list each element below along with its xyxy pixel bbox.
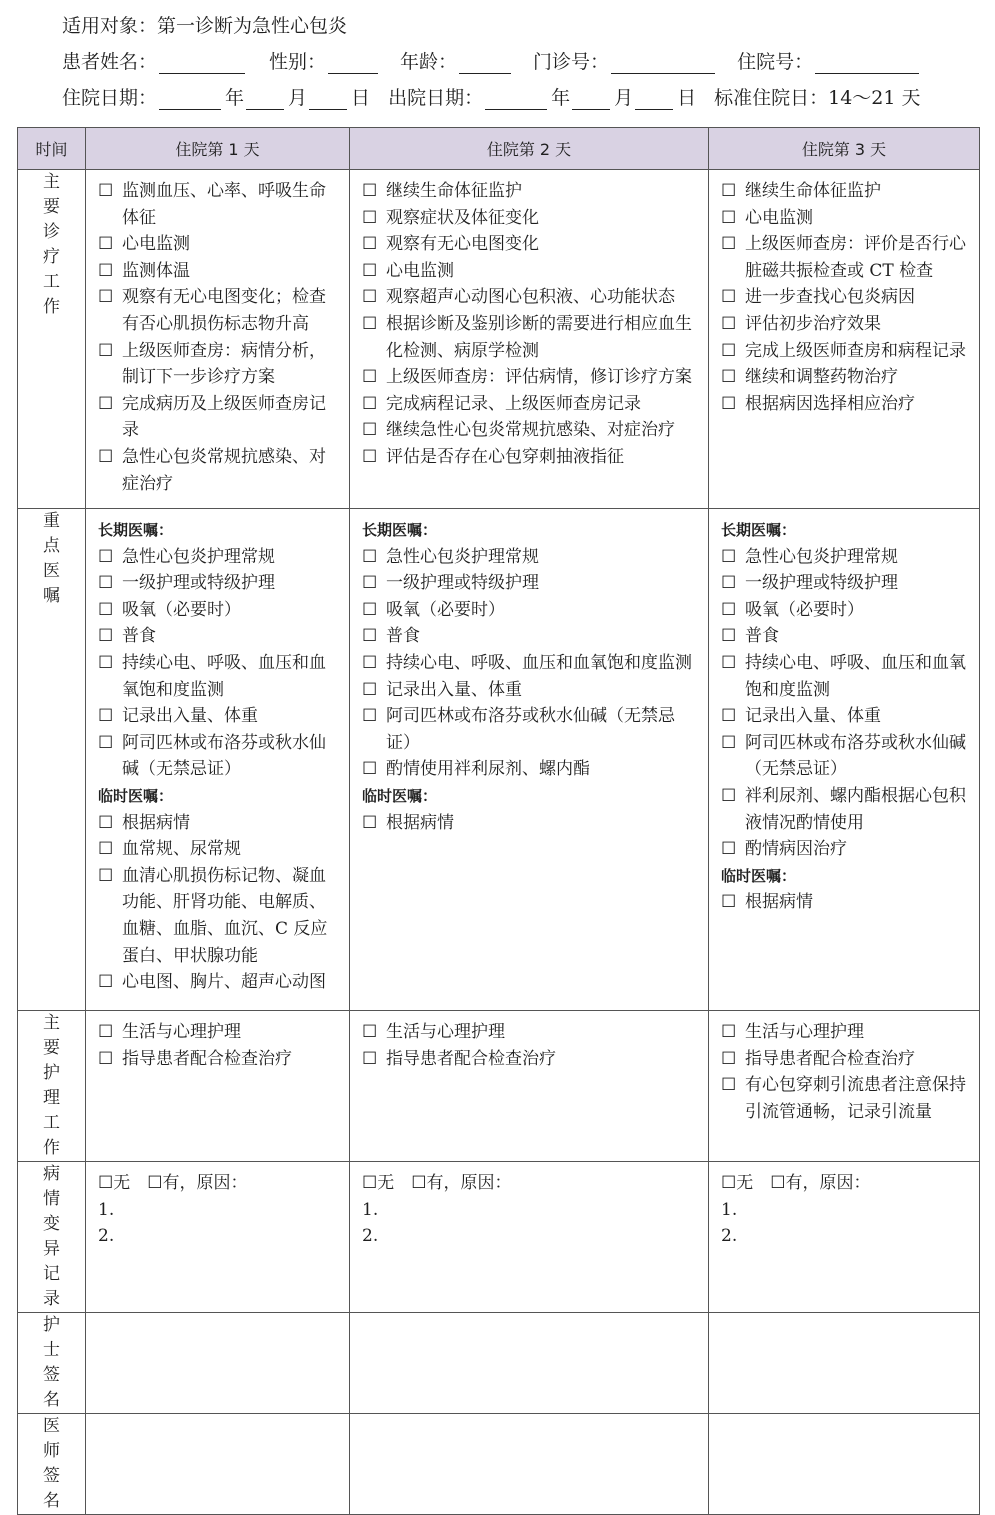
gender-field[interactable]: [328, 51, 378, 74]
checklist-item: [721, 623, 969, 650]
cell-key-orders-day-3: [709, 509, 980, 1011]
col-header-time: 时间: [18, 128, 86, 170]
checklist-item: [98, 650, 339, 703]
checkbox-icon[interactable]: ☐: [721, 785, 737, 806]
checkbox-icon[interactable]: ☐: [98, 181, 114, 201]
gender-label: 性别：: [269, 51, 327, 73]
checklist-item-text: 生活与心理护理: [745, 1022, 864, 1042]
checklist-item-text: 指导患者配合检查治疗: [386, 1048, 556, 1069]
discharge-month-field[interactable]: [572, 87, 610, 110]
checkbox-icon[interactable]: ☐: [721, 393, 737, 414]
admit-year-field[interactable]: [159, 87, 221, 110]
checklist-item-text: 继续急性心包炎常规抗感染、对症治疗: [386, 420, 675, 441]
checklist-item-text: 记录出入量、体重: [386, 679, 522, 700]
checkbox-icon[interactable]: ☐: [721, 652, 737, 673]
patient-name-field[interactable]: [159, 51, 245, 74]
checkbox-icon[interactable]: ☐: [362, 1048, 378, 1069]
checklist-item-text: 进一步查找心包炎病因: [745, 287, 915, 308]
discharge-month-unit: 月: [614, 87, 634, 109]
row-label-key-orders: [18, 509, 86, 1011]
checkbox-icon[interactable]: ☐: [362, 652, 378, 673]
checklist-item-text: 生活与心理护理: [122, 1022, 241, 1042]
checkbox-icon[interactable]: ☐: [721, 892, 737, 913]
checkbox-icon[interactable]: ☐: [362, 626, 378, 647]
checklist-item: [362, 417, 698, 444]
checklist-item: [362, 391, 698, 418]
checklist-item-text: 记录出入量、体重: [122, 706, 258, 727]
checkbox-icon[interactable]: ☐: [362, 393, 378, 414]
checklist-item: [98, 338, 339, 391]
checklist-item: [721, 836, 969, 863]
checklist-item: [362, 650, 698, 677]
checklist-item-text: 指导患者配合检查治疗: [122, 1048, 292, 1069]
checklist-item: [721, 544, 969, 571]
checkbox-icon[interactable]: ☐: [721, 1075, 737, 1096]
checklist-item-text: 持续心电、呼吸、血压和血氧饱和度监测: [386, 652, 692, 673]
variance-choice[interactable]: ☐无 ☐有，原因：: [721, 1173, 871, 1193]
checklist-item: [721, 1019, 969, 1046]
table-body: [18, 170, 980, 1515]
checklist-item: [98, 1046, 339, 1073]
table-row-nurse-signature: [18, 1313, 980, 1414]
cell-doctor-signature-day-3[interactable]: [709, 1414, 980, 1515]
variance-choice[interactable]: ☐无 ☐有，原因：: [98, 1173, 248, 1193]
checkbox-icon[interactable]: ☐: [362, 234, 378, 255]
checkbox-icon[interactable]: ☐: [721, 313, 737, 334]
checklist-item: [362, 364, 698, 391]
checkbox-icon[interactable]: ☐: [98, 1022, 114, 1042]
order-section-title: 临时医嘱：: [362, 786, 438, 805]
table-row-variance-record: [18, 1162, 980, 1313]
checklist-item: [362, 205, 698, 232]
checklist-item-text: 生活与心理护理: [386, 1022, 505, 1042]
cell-key-orders-day-1: [86, 509, 350, 1011]
checklist-item: [362, 810, 698, 837]
checkbox-icon[interactable]: ☐: [98, 287, 114, 308]
checklist-item: [362, 178, 698, 205]
cell-key-orders-day-2: [350, 509, 709, 1011]
form-header: [62, 8, 982, 116]
outpatient-no-label: 门诊号：: [533, 51, 610, 73]
cell-nursing-work-day-3: [709, 1011, 980, 1162]
checklist-item: [98, 810, 339, 837]
cell-nurse-signature-day-2[interactable]: [350, 1313, 709, 1414]
checklist-item-text: 心电监测: [386, 260, 454, 281]
checklist-item: [98, 969, 339, 996]
checklist-item: [721, 178, 969, 205]
checklist-item: [98, 1019, 339, 1046]
checklist-item-text: 普食: [386, 626, 420, 647]
checklist-item-text: 袢利尿剂、螺内酯根据心包积液情况酌情使用: [745, 785, 966, 833]
checklist-item-text: 监测血压、心率、呼吸生命体征: [122, 181, 326, 228]
checkbox-icon[interactable]: ☐: [98, 1048, 114, 1069]
table-row-key-orders: [18, 509, 980, 1011]
checkbox-icon[interactable]: ☐: [721, 599, 737, 620]
header-patient-line: [62, 44, 982, 80]
checklist-item-text: 急性心包炎护理常规: [122, 546, 275, 567]
standard-stay: 标准住院日：14～21 天: [714, 87, 921, 109]
checklist-item-text: 吸氧（必要时）: [386, 599, 505, 620]
checklist-item-text: 持续心电、呼吸、血压和血氧饱和度监测: [745, 652, 966, 700]
checklist-item-text: 心电监测: [122, 234, 190, 255]
checklist-item-text: 根据病情: [745, 892, 813, 913]
cell-nursing-work-day-2: [350, 1011, 709, 1162]
admit-date-label: 住院日期：: [62, 87, 158, 109]
col-header-day-1: 住院第 1 天: [86, 128, 350, 170]
checkbox-icon[interactable]: ☐: [721, 839, 737, 860]
checklist-item-text: 记录出入量、体重: [745, 706, 881, 727]
cell-variance-record-day-1: [86, 1162, 350, 1313]
checklist-item-text: 持续心电、呼吸、血压和血氧饱和度监测: [122, 652, 326, 700]
checklist-item-text: 阿司匹林或布洛芬或秋水仙碱（无禁忌证）: [122, 732, 326, 780]
variance-reason-line[interactable]: 2.: [362, 1226, 379, 1247]
checklist-item-text: 阿司匹林或布洛芬或秋水仙碱（无禁忌证）: [386, 706, 675, 753]
checkbox-icon[interactable]: ☐: [362, 706, 378, 727]
checklist-item-text: 吸氧（必要时）: [122, 599, 241, 620]
checkbox-icon[interactable]: ☐: [721, 340, 737, 361]
checkbox-icon[interactable]: ☐: [721, 573, 737, 594]
checkbox-icon[interactable]: ☐: [721, 207, 737, 228]
cell-nurse-signature-day-1[interactable]: [86, 1313, 350, 1414]
checklist-item: [362, 570, 698, 597]
checklist-item: [98, 836, 339, 863]
checklist-item: [98, 544, 339, 571]
checklist-item: [721, 570, 969, 597]
checkbox-icon[interactable]: ☐: [721, 181, 737, 201]
checklist-item-text: 监测体温: [122, 260, 190, 281]
checkbox-icon[interactable]: ☐: [362, 287, 378, 308]
checklist-item-text: 观察症状及体征变化: [386, 207, 539, 228]
inpatient-no-label: 住院号：: [737, 51, 814, 73]
discharge-year-field[interactable]: [485, 87, 547, 110]
order-section-title: 长期医嘱：: [362, 521, 438, 539]
checklist-item: [362, 1046, 698, 1073]
outpatient-no-field[interactable]: [611, 51, 715, 74]
cell-nursing-work-day-1: [86, 1011, 350, 1162]
checklist-item: [98, 597, 339, 624]
checkbox-icon[interactable]: ☐: [98, 626, 114, 647]
checklist-item: [721, 231, 969, 284]
checklist-item-text: 急性心包炎护理常规: [386, 546, 539, 567]
checkbox-icon[interactable]: ☐: [98, 546, 114, 567]
table-row-doctor-signature: [18, 1414, 980, 1515]
checkbox-icon[interactable]: ☐: [721, 367, 737, 388]
checklist-item-text: 评估是否存在心包穿刺抽液指征: [386, 446, 624, 467]
checklist-item-text: 心电监测: [745, 207, 813, 228]
row-label-text: 主要护理工作: [43, 1013, 60, 1158]
checklist-item: [362, 284, 698, 311]
checkbox-icon[interactable]: ☐: [98, 865, 114, 886]
discharge-day-unit: 日: [677, 87, 697, 109]
col-header-day-3: 住院第 3 天: [709, 128, 980, 170]
checklist-item-text: 完成上级医师查房和病程记录: [745, 340, 966, 361]
checkbox-icon[interactable]: ☐: [362, 181, 378, 201]
checkbox-icon[interactable]: ☐: [362, 1022, 378, 1042]
checklist-item: [362, 703, 698, 756]
checkbox-icon[interactable]: ☐: [362, 546, 378, 567]
checklist-item-text: 一级护理或特级护理: [386, 573, 539, 594]
checklist-item: [362, 311, 698, 364]
checklist-item: [362, 597, 698, 624]
checkbox-icon[interactable]: ☐: [721, 234, 737, 255]
checklist-item: [721, 338, 969, 365]
checklist-item: [362, 258, 698, 285]
checkbox-icon[interactable]: ☐: [721, 1022, 737, 1042]
checklist-item-text: 血清心肌损伤标记物、凝血功能、肝肾功能、电解质、血糖、血脂、血沉、C 反应蛋白、甲状腺功能: [122, 865, 328, 966]
checklist-item-text: 上级医师查房：评价是否行心脏磁共振检查或 CT 检查: [745, 234, 966, 281]
applicable-target: 适用对象：第一诊断为急性心包炎: [62, 15, 348, 37]
checklist-item: [98, 570, 339, 597]
checklist-item-text: 一级护理或特级护理: [122, 573, 275, 594]
order-section-title: 临时医嘱：: [98, 786, 174, 805]
checklist-item-text: 有心包穿刺引流患者注意保持引流管通畅，记录引流量: [745, 1075, 966, 1122]
checkbox-icon[interactable]: ☐: [98, 652, 114, 673]
checklist-item-text: 心电图、胸片、超声心动图: [122, 972, 326, 993]
checkbox-icon[interactable]: ☐: [98, 972, 114, 993]
discharge-date-label: 出院日期：: [388, 87, 484, 109]
variance-choice[interactable]: ☐无 ☐有，原因：: [362, 1173, 512, 1193]
row-label-text: 护士签名: [43, 1315, 60, 1410]
checklist-item: [721, 284, 969, 311]
checklist-item-text: 上级医师查房：评估病情，修订诊疗方案: [386, 367, 692, 388]
checklist-item: [98, 178, 339, 231]
table-row-nursing-work: [18, 1011, 980, 1162]
admit-month-unit: 月: [288, 87, 308, 109]
checklist-item: [98, 231, 339, 258]
checklist-item-text: 根据诊断及鉴别诊断的需要进行相应血生化检测、病原学检测: [386, 313, 692, 361]
row-label-text: 医师签名: [43, 1416, 60, 1511]
checklist-item: [721, 364, 969, 391]
checkbox-icon[interactable]: ☐: [362, 367, 378, 388]
order-section-title: 长期医嘱：: [721, 521, 797, 539]
inpatient-no-field[interactable]: [815, 51, 919, 74]
checkbox-icon[interactable]: ☐: [362, 446, 378, 467]
cell-nurse-signature-day-3[interactable]: [709, 1313, 980, 1414]
checklist-item: [721, 1072, 969, 1125]
checkbox-icon[interactable]: ☐: [98, 706, 114, 727]
row-label-text: 病情变异记录: [43, 1164, 60, 1309]
row-label-doctor-signature: [18, 1414, 86, 1515]
header-target-line: [62, 8, 982, 44]
checkbox-icon[interactable]: ☐: [721, 732, 737, 753]
variance-reason-line[interactable]: 1.: [362, 1199, 379, 1220]
checklist-item: [98, 284, 339, 337]
checklist-item: [721, 730, 969, 783]
cell-diagnosis-work-day-3: [709, 170, 980, 509]
table-header-row: [18, 128, 980, 170]
checklist-item: [721, 889, 969, 916]
checkbox-icon[interactable]: ☐: [362, 207, 378, 228]
checklist-item: [721, 650, 969, 703]
clinical-pathway-table: [17, 127, 980, 1515]
checklist-item-text: 酌情病因治疗: [745, 839, 847, 860]
checklist-item: [721, 311, 969, 338]
checklist-item: [362, 1019, 698, 1046]
checkbox-icon[interactable]: ☐: [98, 812, 114, 833]
checklist-item: [98, 623, 339, 650]
checklist-item-text: 继续生命体征监护: [745, 181, 881, 201]
checklist-item-text: 观察有无心电图变化；检查有否心肌损伤标志物升高: [122, 287, 326, 334]
checklist-item-text: 普食: [745, 626, 779, 647]
order-section-title: 长期医嘱：: [98, 521, 174, 539]
cell-doctor-signature-day-2[interactable]: [350, 1414, 709, 1515]
checklist-item-text: 完成病程记录、上级医师查房记录: [386, 393, 641, 414]
checklist-item: [362, 677, 698, 704]
discharge-day-field[interactable]: [635, 87, 673, 110]
admit-day-unit: 日: [351, 87, 371, 109]
checklist-item: [721, 783, 969, 836]
row-label-variance-record: [18, 1162, 86, 1313]
checklist-item-text: 根据病情: [122, 812, 190, 833]
checklist-item: [98, 391, 339, 444]
checklist-item: [721, 703, 969, 730]
checklist-item-text: 观察有无心电图变化: [386, 234, 539, 255]
checklist-item: [98, 730, 339, 783]
row-label-nursing-work: [18, 1011, 86, 1162]
checklist-item-text: 上级医师查房：病情分析，制订下一步诊疗方案: [122, 340, 326, 388]
checklist-item: [721, 205, 969, 232]
checklist-item: [721, 597, 969, 624]
checkbox-icon[interactable]: ☐: [98, 393, 114, 414]
checkbox-icon[interactable]: ☐: [721, 546, 737, 567]
cell-variance-record-day-3: [709, 1162, 980, 1313]
checkbox-icon[interactable]: ☐: [98, 446, 114, 467]
checkbox-icon[interactable]: ☐: [721, 1048, 737, 1069]
checklist-item-text: 指导患者配合检查治疗: [745, 1048, 915, 1069]
checklist-item-text: 根据病情: [386, 812, 454, 833]
admit-month-field[interactable]: [246, 87, 284, 110]
checkbox-icon[interactable]: ☐: [98, 732, 114, 753]
header-date-line: [62, 80, 982, 116]
checkbox-icon[interactable]: ☐: [98, 234, 114, 255]
checklist-item: [362, 231, 698, 258]
row-label-text: 主要诊疗工作: [43, 172, 60, 317]
checkbox-icon[interactable]: ☐: [362, 420, 378, 441]
row-label-diagnosis-work: [18, 170, 86, 509]
checklist-item-text: 观察超声心动图心包积液、心功能状态: [386, 287, 675, 308]
row-label-nurse-signature: [18, 1313, 86, 1414]
checklist-item: [362, 444, 698, 471]
checkbox-icon[interactable]: ☐: [362, 679, 378, 700]
checkbox-icon[interactable]: ☐: [98, 260, 114, 281]
checklist-item-text: 根据病因选择相应治疗: [745, 393, 915, 414]
cell-doctor-signature-day-1[interactable]: [86, 1414, 350, 1515]
checklist-item-text: 普食: [122, 626, 156, 647]
checklist-item-text: 评估初步治疗效果: [745, 313, 881, 334]
cell-variance-record-day-2: [350, 1162, 709, 1313]
checklist-item: [98, 258, 339, 285]
variance-reason-line[interactable]: 1.: [721, 1199, 738, 1220]
age-field[interactable]: [459, 51, 511, 74]
checklist-item: [721, 1046, 969, 1073]
checklist-item-text: 继续和调整药物治疗: [745, 367, 898, 388]
checkbox-icon[interactable]: ☐: [362, 313, 378, 334]
checkbox-icon[interactable]: ☐: [721, 287, 737, 308]
checklist-item-text: 吸氧（必要时）: [745, 599, 864, 620]
checklist-item: [98, 863, 339, 969]
col-header-day-2: 住院第 2 天: [350, 128, 709, 170]
variance-reason-line[interactable]: 1.: [98, 1199, 115, 1220]
checklist-item-text: 继续生命体征监护: [386, 181, 522, 201]
checkbox-icon[interactable]: ☐: [98, 573, 114, 594]
checkbox-icon[interactable]: ☐: [362, 812, 378, 833]
row-label-text: 重点医嘱: [43, 511, 60, 606]
age-label: 年龄：: [400, 51, 458, 73]
checkbox-icon[interactable]: ☐: [362, 599, 378, 620]
checklist-item-text: 一级护理或特级护理: [745, 573, 898, 594]
checklist-item-text: 急性心包炎常规抗感染、对症治疗: [122, 446, 326, 494]
discharge-year-unit: 年: [551, 87, 571, 109]
checkbox-icon[interactable]: ☐: [721, 706, 737, 727]
checklist-item: [98, 703, 339, 730]
checkbox-icon[interactable]: ☐: [98, 340, 114, 361]
checklist-item: [98, 444, 339, 497]
checklist-item: [362, 544, 698, 571]
variance-reason-line[interactable]: 2.: [721, 1226, 738, 1247]
checkbox-icon[interactable]: ☐: [98, 599, 114, 620]
cell-diagnosis-work-day-2: [350, 170, 709, 509]
checkbox-icon[interactable]: ☐: [362, 260, 378, 281]
admit-year-unit: 年: [225, 87, 245, 109]
checkbox-icon[interactable]: ☐: [362, 573, 378, 594]
admit-day-field[interactable]: [309, 87, 347, 110]
checklist-item-text: 阿司匹林或布洛芬或秋水仙碱（无禁忌证）: [745, 732, 966, 780]
checklist-item-text: 完成病历及上级医师查房记录: [122, 393, 326, 441]
checklist-item-text: 酌情使用袢利尿剂、螺内酯: [386, 759, 590, 780]
checklist-item: [721, 391, 969, 418]
order-section-title: 临时医嘱：: [721, 866, 797, 885]
checklist-item-text: 血常规、尿常规: [122, 839, 241, 860]
table-row-diagnosis-work: [18, 170, 980, 509]
checklist-item: [362, 623, 698, 650]
checklist-item: [362, 756, 698, 783]
checkbox-icon[interactable]: ☐: [98, 839, 114, 860]
checkbox-icon[interactable]: ☐: [362, 759, 378, 780]
patient-name-label: 患者姓名：: [62, 51, 158, 73]
checkbox-icon[interactable]: ☐: [721, 626, 737, 647]
cell-diagnosis-work-day-1: [86, 170, 350, 509]
checklist-item-text: 急性心包炎护理常规: [745, 546, 898, 567]
variance-reason-line[interactable]: 2.: [98, 1226, 115, 1247]
